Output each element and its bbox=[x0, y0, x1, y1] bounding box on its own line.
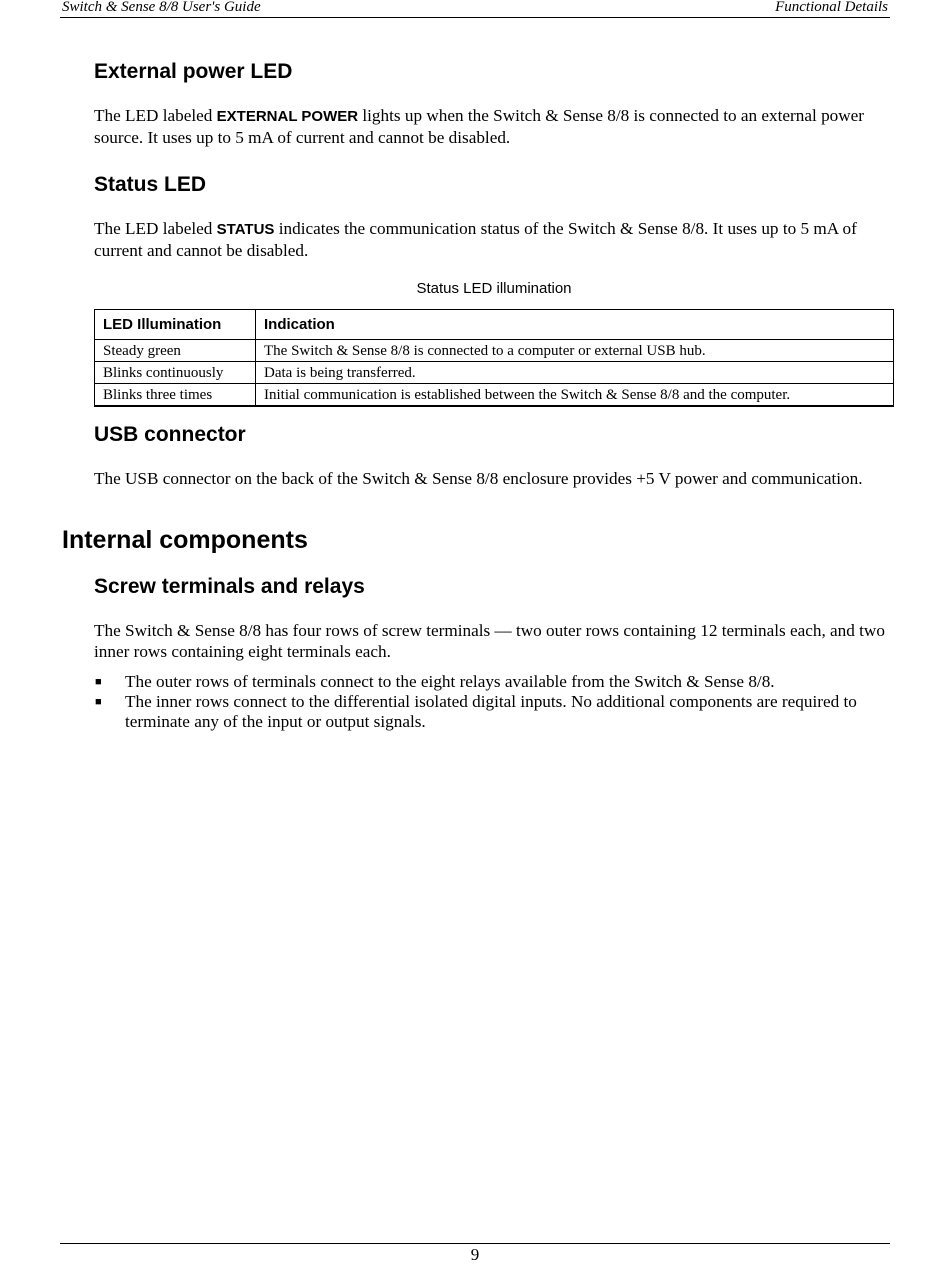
bullet-list bbox=[94, 672, 894, 732]
table-cell: Initial communication is established between the Switch & Sense 8/8 and the computer. bbox=[256, 384, 894, 407]
table-row bbox=[95, 340, 894, 362]
table-row bbox=[95, 384, 894, 407]
paragraph-text: lights up when the Switch & Sense 8/8 is connected to an external power source. It uses up to 5 mA of current and cannot be disabled. bbox=[94, 106, 865, 147]
list-item-text: The outer rows of terminals connect to the eight relays available from the Switch & Sense 8/8. bbox=[125, 672, 775, 691]
table-cell: Blinks three times bbox=[95, 384, 256, 407]
table-cell: Data is being transferred. bbox=[256, 362, 894, 384]
list-item bbox=[94, 672, 894, 692]
status-led-table bbox=[94, 309, 894, 407]
paragraph-status bbox=[94, 218, 894, 261]
list-item bbox=[94, 692, 894, 732]
square-bullet-icon: ■ bbox=[95, 696, 102, 708]
heading-status-led: Status LED bbox=[94, 173, 207, 196]
list-item-text: The inner rows connect to the differential isolated digital inputs. No additional components are required to terminate any of the input or output signals. bbox=[125, 692, 857, 731]
heading-usb-connector: USB connector bbox=[94, 423, 246, 446]
header-guide-title: Switch & Sense 8/8 User's Guide bbox=[62, 0, 261, 15]
led-label-keyword: STATUS bbox=[216, 221, 275, 238]
heading-external-power-led: External power LED bbox=[94, 60, 293, 83]
table-row bbox=[95, 362, 894, 384]
table-header-row bbox=[95, 310, 894, 340]
heading-internal-components: Internal components bbox=[62, 526, 308, 554]
table-cell: The Switch & Sense 8/8 is connected to a computer or external USB hub. bbox=[256, 340, 894, 362]
paragraph-external-power bbox=[94, 105, 894, 148]
heading-screw-terminals: Screw terminals and relays bbox=[94, 575, 365, 598]
header-chapter-title: Functional Details bbox=[775, 0, 888, 15]
paragraph-screw-terminals: The Switch & Sense 8/8 has four rows of screw terminals — two outer rows containing 12 terminals each, and two inner rows containing eight terminals each. bbox=[94, 621, 885, 661]
column-header-indication: Indication bbox=[256, 310, 894, 340]
paragraph-text: The LED labeled bbox=[94, 219, 217, 238]
paragraph-usb: The USB connector on the back of the Switch & Sense 8/8 enclosure provides +5 V power and communication. bbox=[94, 469, 863, 488]
led-label-keyword: EXTERNAL POWER bbox=[216, 108, 359, 125]
square-bullet-icon: ■ bbox=[95, 676, 102, 688]
page-number: 9 bbox=[470, 1245, 480, 1264]
running-header bbox=[60, 0, 890, 18]
column-header-led-illumination: LED Illumination bbox=[95, 310, 256, 340]
paragraph-text: indicates the communication status of the Switch & Sense 8/8. It uses up to 5 mA of current and cannot be disabled. bbox=[94, 219, 857, 260]
table-caption: Status LED illumination bbox=[416, 280, 572, 297]
footer-divider bbox=[60, 1243, 890, 1244]
table-cell: Blinks continuously bbox=[95, 362, 256, 384]
table-cell: Steady green bbox=[95, 340, 256, 362]
paragraph-text: The LED labeled bbox=[94, 106, 217, 125]
